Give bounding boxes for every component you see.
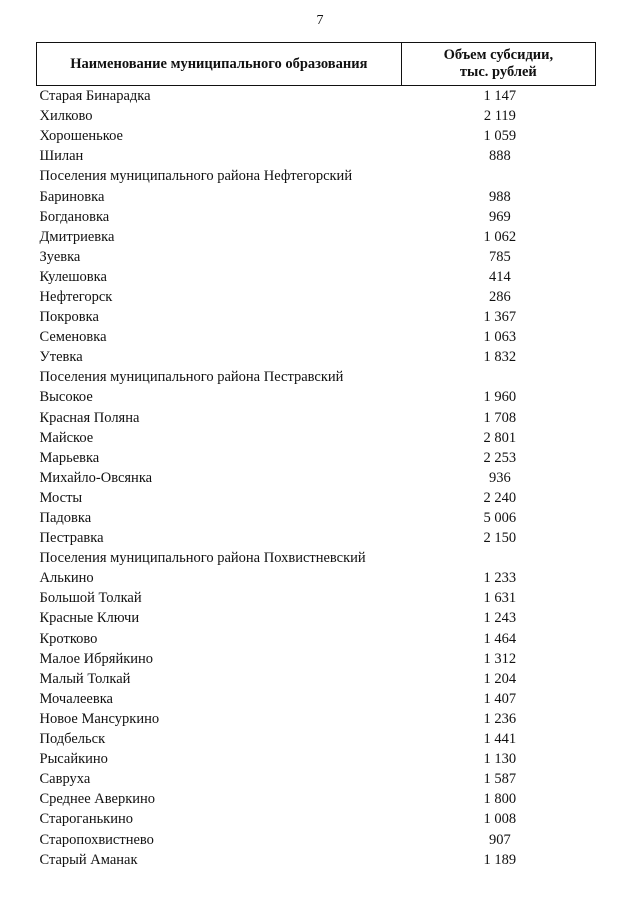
municipality-name: Рысайкино xyxy=(39,751,108,768)
table-row xyxy=(37,126,596,146)
table-row xyxy=(37,387,596,407)
municipality-name: Семеновка xyxy=(39,329,107,346)
subsidy-amount: 1 800 xyxy=(483,791,517,808)
subsidy-amount: 1 233 xyxy=(483,570,517,587)
subsidy-amount: 1 960 xyxy=(483,389,517,406)
header-subsidy-line2: тыс. рублей xyxy=(459,64,537,80)
subsidy-amount xyxy=(401,166,595,186)
subsidy-amount: 1 832 xyxy=(483,349,517,366)
table-row xyxy=(37,850,596,870)
table-row xyxy=(37,689,596,709)
municipality-name: Высокое xyxy=(39,389,93,406)
municipality-name: Покровка xyxy=(39,309,99,326)
page-number: 7 xyxy=(316,13,324,28)
section-heading-row xyxy=(37,166,596,186)
table-row xyxy=(37,468,596,488)
municipality-name: Старопохвистнево xyxy=(39,831,154,848)
table-row xyxy=(37,207,596,227)
subsidy-amount: 1 708 xyxy=(483,409,517,426)
header-row xyxy=(37,43,596,86)
subsidy-amount: 2 119 xyxy=(483,108,516,125)
table-row xyxy=(37,608,596,628)
municipality-name: Савруха xyxy=(39,771,91,788)
table-row xyxy=(37,448,596,468)
subsidy-amount: 1 204 xyxy=(483,670,517,687)
table-row xyxy=(37,568,596,588)
municipality-name: Староганькино xyxy=(39,811,133,828)
municipality-name: Подбельск xyxy=(39,731,106,748)
header-subsidy-line1: Объем субсидии, xyxy=(443,47,554,63)
municipality-name: Большой Толкай xyxy=(39,590,142,607)
municipality-name: Бариновка xyxy=(39,188,105,205)
section-heading-row xyxy=(37,548,596,568)
subsidy-table xyxy=(36,42,596,870)
table-row xyxy=(37,327,596,347)
table-row xyxy=(37,247,596,267)
subsidy-amount: 1 312 xyxy=(483,650,517,667)
subsidy-amount: 1 441 xyxy=(483,731,517,748)
section-heading: Поселения муниципального района Пестравский xyxy=(39,369,344,386)
municipality-name: Мосты xyxy=(39,489,83,506)
subsidy-amount: 1 189 xyxy=(483,851,517,868)
subsidy-amount: 2 150 xyxy=(483,530,517,547)
municipality-name: Пестравка xyxy=(39,530,104,547)
section-heading-row xyxy=(37,367,596,387)
table-row xyxy=(37,769,596,789)
municipality-name: Дмитриевка xyxy=(39,228,115,245)
municipality-name: Кротково xyxy=(39,630,98,647)
subsidy-amount: 5 006 xyxy=(483,510,517,527)
municipality-name: Новое Мансуркино xyxy=(39,710,160,727)
municipality-name: Шилан xyxy=(39,148,84,165)
table-row xyxy=(37,227,596,247)
municipality-name: Малый Толкай xyxy=(39,670,131,687)
municipality-name: Утевка xyxy=(39,349,83,366)
subsidy-amount xyxy=(401,367,595,387)
section-heading: Поселения муниципального района Похвистневский xyxy=(39,550,366,567)
subsidy-amount: 2 240 xyxy=(483,489,517,506)
municipality-name: Марьевка xyxy=(39,449,100,466)
municipality-name: Нефтегорск xyxy=(39,288,113,305)
table-row xyxy=(37,528,596,548)
subsidy-amount: 1 130 xyxy=(483,751,517,768)
table-row xyxy=(37,307,596,327)
table-row xyxy=(37,588,596,608)
header-subsidy-amount xyxy=(401,43,595,86)
subsidy-amount: 1 464 xyxy=(483,630,517,647)
municipality-name: Хорошенькое xyxy=(39,128,123,145)
subsidy-amount: 1 147 xyxy=(483,88,517,105)
subsidy-amount: 1 008 xyxy=(483,811,517,828)
subsidy-amount: 2 253 xyxy=(483,449,517,466)
table-row xyxy=(37,629,596,649)
municipality-name: Зуевка xyxy=(39,248,81,265)
municipality-name: Михайло-Овсянка xyxy=(39,469,153,486)
municipality-name: Алькино xyxy=(39,570,94,587)
subsidy-amount: 785 xyxy=(488,248,511,265)
table-row xyxy=(37,649,596,669)
subsidy-amount: 936 xyxy=(488,469,511,486)
table-row xyxy=(37,106,596,126)
municipality-name: Богдановка xyxy=(39,208,110,225)
subsidy-amount: 1 062 xyxy=(483,228,517,245)
table-row xyxy=(37,488,596,508)
table-row xyxy=(37,267,596,287)
subsidy-amount: 414 xyxy=(488,268,511,285)
table-row xyxy=(37,408,596,428)
subsidy-amount: 907 xyxy=(488,831,511,848)
table-row xyxy=(37,789,596,809)
table-row xyxy=(37,729,596,749)
subsidy-amount: 286 xyxy=(488,288,511,305)
municipality-name: Падовка xyxy=(39,510,92,527)
table-row xyxy=(37,146,596,166)
table-row xyxy=(37,86,596,107)
municipality-name: Майское xyxy=(39,429,94,446)
table-row xyxy=(37,347,596,367)
municipality-name: Хилково xyxy=(39,108,93,125)
subsidy-amount: 1 236 xyxy=(483,710,517,727)
subsidy-amount: 1 243 xyxy=(483,610,517,627)
table-row xyxy=(37,829,596,849)
subsidy-amount: 888 xyxy=(488,148,511,165)
subsidy-amount: 2 801 xyxy=(483,429,517,446)
subsidy-amount: 1 587 xyxy=(483,771,517,788)
municipality-name: Красные Ключи xyxy=(39,610,140,627)
municipality-name: Старый Аманак xyxy=(39,851,138,868)
municipality-name: Малое Ибряйкино xyxy=(39,650,154,667)
table-body xyxy=(37,86,596,870)
table-row xyxy=(37,669,596,689)
subsidy-amount: 1 367 xyxy=(483,309,517,326)
subsidy-amount: 969 xyxy=(488,208,511,225)
subsidy-amount: 1 059 xyxy=(483,128,517,145)
municipality-name: Старая Бинарадка xyxy=(39,88,151,105)
table-row xyxy=(37,709,596,729)
municipality-name: Мочалеевка xyxy=(39,690,113,707)
subsidy-amount: 988 xyxy=(488,188,511,205)
table-row xyxy=(37,809,596,829)
table-row xyxy=(37,428,596,448)
municipality-name: Красная Поляна xyxy=(39,409,140,426)
subsidy-amount: 1 407 xyxy=(483,690,517,707)
subsidy-amount xyxy=(401,548,595,568)
municipality-name: Среднее Аверкино xyxy=(39,791,156,808)
table-row xyxy=(37,186,596,206)
subsidy-amount: 1 631 xyxy=(483,590,517,607)
table-row xyxy=(37,749,596,769)
header-municipality-name: Наименование муниципального образования xyxy=(37,43,402,86)
subsidy-amount: 1 063 xyxy=(483,329,517,346)
table-row xyxy=(37,508,596,528)
table-row xyxy=(37,287,596,307)
section-heading: Поселения муниципального района Нефтегорский xyxy=(39,168,353,185)
table-header xyxy=(37,43,596,86)
municipality-name: Кулешовка xyxy=(39,268,107,285)
